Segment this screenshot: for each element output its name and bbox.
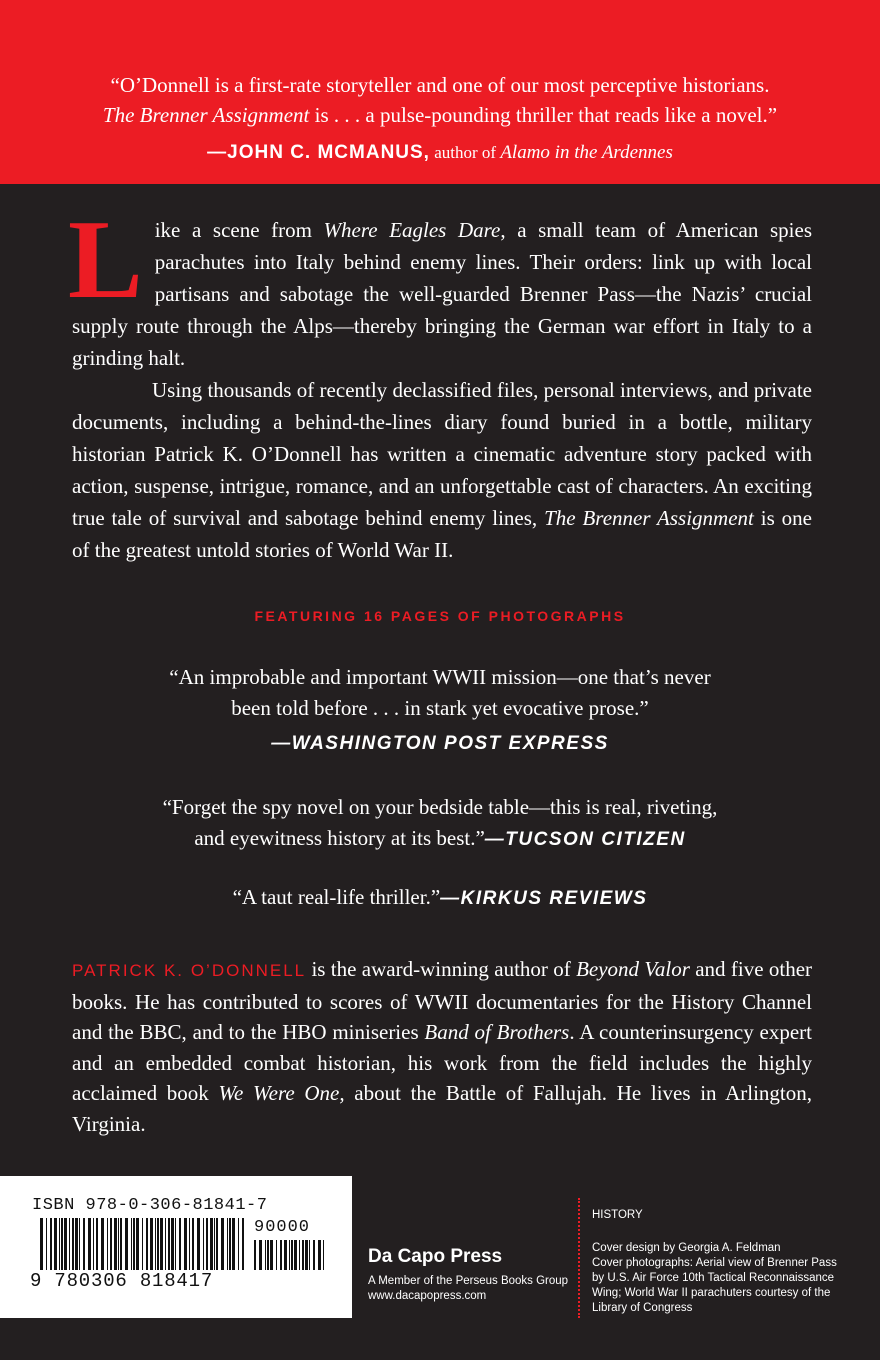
barcode-bar bbox=[165, 1218, 166, 1270]
barcode-bar bbox=[120, 1218, 122, 1270]
barcode-bar bbox=[54, 1218, 57, 1270]
cover-credit-4: Wing; World War II parachuters courtesy of the bbox=[592, 1287, 831, 1299]
barcode-bar bbox=[221, 1218, 224, 1270]
barcode-bar bbox=[305, 1240, 308, 1270]
featuring-photographs: FEATURING 16 PAGES OF PHOTOGRAPHS bbox=[254, 608, 626, 624]
barcode-bar bbox=[133, 1218, 135, 1270]
top-blurb-title: The Brenner Assignment bbox=[102, 103, 310, 127]
review1-line1: “An improbable and important WWII mission—one that’s never bbox=[169, 665, 711, 689]
barcode-bar bbox=[318, 1240, 321, 1270]
barcode-bar bbox=[175, 1218, 176, 1270]
barcode-bar bbox=[206, 1218, 208, 1270]
barcode-bars bbox=[40, 1218, 246, 1270]
top-blurb-author: —JOHN C. MCMANUS, bbox=[207, 142, 430, 163]
barcode-bar bbox=[125, 1218, 128, 1270]
barcode-bar bbox=[168, 1218, 170, 1270]
bio-book1: Beyond Valor bbox=[576, 957, 690, 981]
barcode-bar bbox=[88, 1218, 91, 1270]
top-blurb-author-of: author of bbox=[429, 143, 501, 162]
barcode-bar bbox=[259, 1240, 262, 1270]
desc-p2-end: is one of the greatest untold stories of World War II. bbox=[72, 506, 813, 562]
desc-p1-b: , a small team of American spies parachutes into Italy behind enemy lines. Their orders: link up with local partisans and sabotage the well-guarded Brenner Pass—the Nazis’ crucial supply route through the Alps—thereby bringing the German war effort in Italy to a grinding halt. bbox=[72, 218, 812, 370]
top-blurb-book: Alamo in the Ardennes bbox=[500, 142, 673, 163]
description-paragraph-2 bbox=[72, 374, 812, 566]
barcode-bar bbox=[107, 1218, 108, 1270]
cover-credit-2: Cover photographs: Aerial view of Brenner Pass bbox=[592, 1257, 837, 1269]
barcode-bar bbox=[254, 1240, 256, 1270]
barcode-bar bbox=[238, 1218, 239, 1270]
review2-attribution: —TUCSON CITIZEN bbox=[484, 829, 686, 850]
barcode-bar bbox=[75, 1218, 78, 1270]
barcode-bar bbox=[146, 1218, 148, 1270]
barcode-bar bbox=[136, 1218, 139, 1270]
top-blurb bbox=[40, 70, 840, 130]
barcode-bar bbox=[284, 1240, 287, 1270]
barcode-bar bbox=[270, 1240, 273, 1270]
bio-book2: Band of Brothers bbox=[424, 1020, 570, 1044]
barcode-bar bbox=[50, 1218, 52, 1270]
publisher-url: www.dacapopress.com bbox=[368, 1290, 487, 1302]
barcode-bar bbox=[96, 1218, 98, 1270]
barcode-bar bbox=[192, 1218, 194, 1270]
review-kirkus bbox=[40, 882, 840, 914]
cover-credit-3: by U.S. Air Force 10th Tactical Reconnaissance bbox=[592, 1272, 835, 1284]
barcode-bar bbox=[40, 1218, 43, 1270]
desc-p1-title: Where Eagles Dare bbox=[323, 218, 501, 242]
barcode-bar bbox=[142, 1218, 143, 1270]
barcode-bar bbox=[216, 1218, 218, 1270]
bio-d: about the Battle of Fallujah. He lives in Arlington, Virginia. bbox=[72, 1081, 812, 1136]
barcode-bar bbox=[155, 1218, 156, 1270]
drop-cap: L bbox=[68, 198, 143, 322]
price-code: 90000 bbox=[254, 1218, 311, 1237]
barcode-bar bbox=[265, 1240, 266, 1270]
review-washington-post bbox=[40, 662, 840, 759]
author-name: PATRICK K. O’DONNELL bbox=[72, 961, 307, 980]
barcode-bar bbox=[291, 1240, 293, 1270]
author-bio bbox=[72, 954, 812, 1139]
barcode-bar bbox=[227, 1218, 228, 1270]
barcode-bar bbox=[299, 1240, 300, 1270]
review-tucson-citizen bbox=[40, 792, 840, 855]
dotted-divider bbox=[578, 1198, 580, 1318]
barcode-bar bbox=[69, 1218, 70, 1270]
barcode-bar bbox=[214, 1218, 215, 1270]
isbn-digits: 9 780306 818417 bbox=[30, 1270, 214, 1292]
barcode-bar bbox=[229, 1218, 231, 1270]
barcode-bar bbox=[309, 1240, 310, 1270]
bio-a: is the award-winning author of bbox=[306, 957, 577, 981]
barcode-bar bbox=[59, 1218, 60, 1270]
barcode-bar bbox=[313, 1240, 315, 1270]
review3-attribution: —KIRKUS REVIEWS bbox=[440, 888, 648, 909]
barcode-bar bbox=[294, 1240, 297, 1270]
barcode-bar bbox=[157, 1218, 159, 1270]
description-paragraph-1 bbox=[68, 198, 812, 374]
review2-line1: “Forget the spy novel on your bedside table—this is real, riveting, bbox=[162, 795, 718, 819]
barcode-bar bbox=[203, 1218, 204, 1270]
cover-credit-1: Cover design by Georgia A. Feldman bbox=[592, 1242, 781, 1254]
review2-line2: and eyewitness history at its best.” bbox=[194, 826, 485, 850]
barcode-bar bbox=[150, 1218, 153, 1270]
barcode-bar bbox=[93, 1218, 94, 1270]
publisher-member: A Member of the Perseus Books Group bbox=[368, 1275, 569, 1287]
barcode-bar bbox=[79, 1218, 80, 1270]
barcode-bar bbox=[210, 1218, 213, 1270]
top-blurb-line1: “O’Donnell is a first-rate storyteller and one of our most perceptive historians. bbox=[110, 73, 770, 97]
barcode-bar bbox=[101, 1218, 104, 1270]
isbn-label: ISBN 978-0-306-81841-7 bbox=[32, 1196, 268, 1215]
barcode-bar bbox=[72, 1218, 74, 1270]
barcode-bar bbox=[110, 1218, 112, 1270]
barcode-bar bbox=[61, 1218, 63, 1270]
barcode-bar bbox=[276, 1240, 277, 1270]
review1-line2: been told before . . . in stark yet evocative prose.” bbox=[231, 696, 649, 720]
bio-b: and five other books. He has contributed to scores of WWII documentaries for the History Channel and the BBC, and to the HBO miniseries bbox=[72, 957, 813, 1044]
barcode-bar bbox=[232, 1218, 235, 1270]
book-description bbox=[68, 198, 813, 566]
desc-p2: Using thousands of recently declassified files, personal interviews, and private documents, including a behind-the-lines diary found buried in a bottle, military historian Patrick K. O’Donnell has written a cinematic adventure story packed with action, suspense, intrigue, romance, and an unforgettable cast of characters. An exciting true tale of survival and sabotage behind enemy lines, bbox=[72, 378, 812, 530]
review3-text: “A taut real-life thriller.” bbox=[232, 885, 441, 909]
barcode-bar bbox=[179, 1218, 181, 1270]
barcode-bar bbox=[171, 1218, 174, 1270]
barcode-bar bbox=[114, 1218, 117, 1270]
review1-attribution: —WASHINGTON POST EXPRESS bbox=[271, 733, 609, 754]
barcode-bar bbox=[83, 1218, 85, 1270]
category-label: HISTORY bbox=[592, 1209, 643, 1221]
barcode-bar bbox=[64, 1218, 67, 1270]
barcode-bar bbox=[323, 1240, 324, 1270]
barcode-bar bbox=[289, 1240, 290, 1270]
barcode-bar bbox=[46, 1218, 47, 1270]
top-blurb-attribution bbox=[0, 142, 880, 164]
desc-p2-title: The Brenner Assignment bbox=[544, 506, 754, 530]
barcode-bar bbox=[197, 1218, 200, 1270]
barcode-bar bbox=[267, 1240, 269, 1270]
barcode-bar bbox=[280, 1240, 282, 1270]
publisher-name: Da Capo Press bbox=[368, 1246, 503, 1267]
barcode-bar bbox=[184, 1218, 187, 1270]
desc-p1-a: ike a scene from bbox=[154, 218, 324, 242]
bio-book3: We Were One, bbox=[218, 1081, 345, 1105]
cover-credit-5: Library of Congress bbox=[592, 1302, 693, 1314]
barcode-bar bbox=[189, 1218, 190, 1270]
barcode-bar bbox=[131, 1218, 132, 1270]
barcode-bar bbox=[242, 1218, 244, 1270]
barcode-bar bbox=[118, 1218, 119, 1270]
bio-c: . A counterinsurgency expert and an embedded combat historian, his work from the field includes the highly acclaimed book bbox=[72, 1020, 812, 1105]
top-blurb-line2: is . . . a pulse-pounding thriller that reads like a novel.” bbox=[309, 103, 778, 127]
barcode-bar bbox=[302, 1240, 304, 1270]
barcode-bar bbox=[160, 1218, 163, 1270]
addon-barcode-bars bbox=[254, 1240, 326, 1270]
